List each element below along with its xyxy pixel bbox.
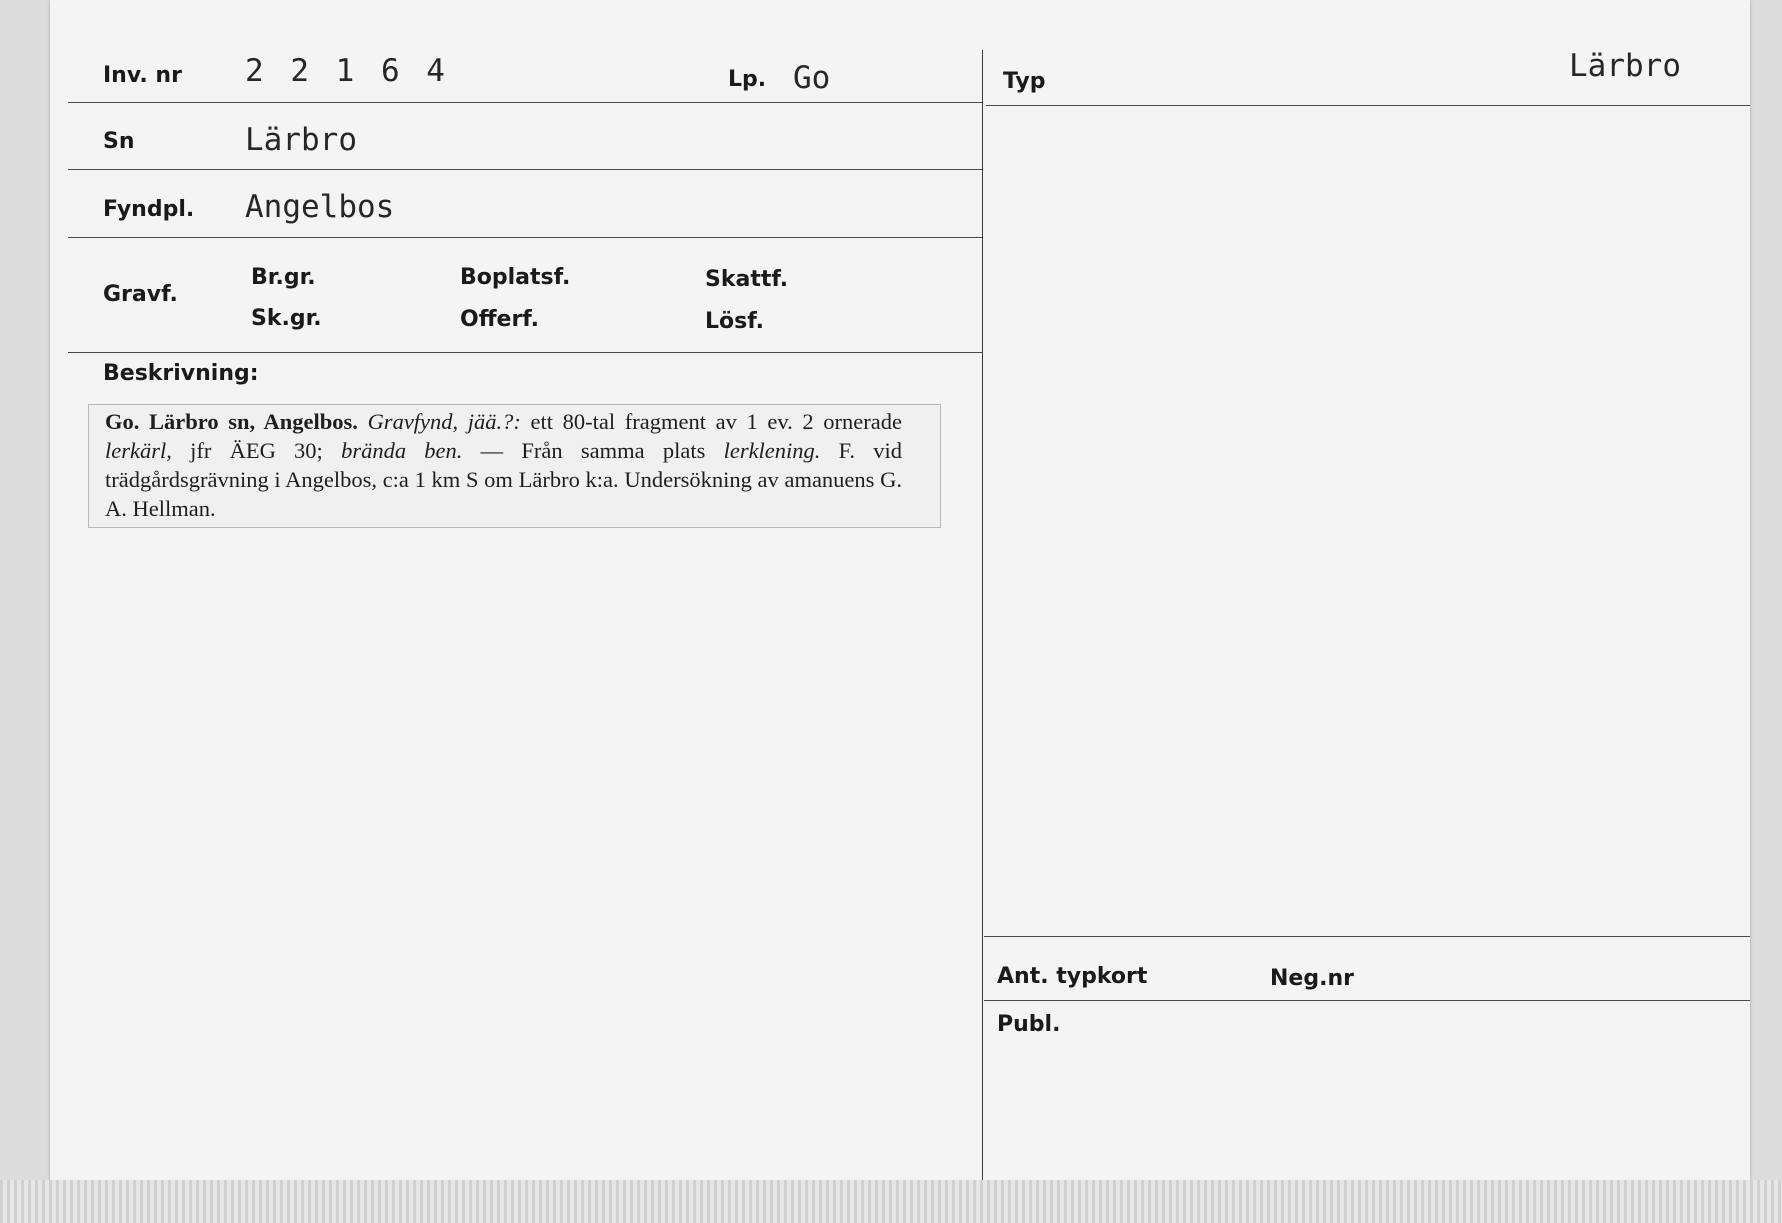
lp-label: Lp.	[728, 67, 767, 92]
boplatsf-label: Boplatsf.	[460, 265, 571, 290]
typ-value: Lärbro	[1569, 48, 1681, 84]
skattf-label: Skattf.	[705, 267, 789, 292]
sn-value: Lärbro	[245, 122, 357, 158]
neg-nr-label: Neg.nr	[1270, 966, 1354, 991]
row-divider-sn	[68, 169, 982, 170]
offerf-label: Offerf.	[460, 307, 540, 332]
fyndpl-value: Angelbos	[245, 189, 395, 225]
gravf-label: Gravf.	[103, 282, 178, 307]
row-divider-typ	[986, 105, 1750, 106]
losf-label: Lösf.	[705, 309, 764, 334]
description-heading: Go. Lärbro sn, Angelbos.	[105, 409, 358, 434]
sn-label: Sn	[103, 129, 135, 154]
inv-nr-value: 2 2 1 6 4	[245, 53, 449, 89]
row-divider-lower	[984, 936, 1750, 937]
fyndpl-label: Fyndpl.	[103, 197, 195, 222]
scan-background-strip	[0, 1180, 1782, 1223]
description-clipping: Go. Lärbro sn, Angelbos. Gravfynd, jää.?: ett 80-tal fragment av 1 ev. 2 ornerade lerkärl, jfr ÄEG 30; brända ben. — Från samma plats lerklening. F. vid trädgårdsgrävning i Angelbos, c:a 1 km S om Lärbro k:a. Undersökning av amanuens G. A. Hellman.	[88, 404, 941, 528]
column-divider	[982, 50, 983, 1180]
lp-value: Go	[793, 60, 831, 96]
ant-typkort-label: Ant. typkort	[997, 964, 1148, 989]
row-divider-gravf	[68, 352, 982, 353]
description-category: Gravfynd, jää.?:	[367, 409, 521, 434]
beskrivning-label: Beskrivning:	[103, 361, 259, 386]
row-divider-inv	[68, 102, 982, 103]
inv-nr-label: Inv. nr	[103, 63, 182, 88]
row-divider-neg	[984, 1000, 1750, 1001]
row-divider-fyndpl	[68, 237, 982, 238]
publ-label: Publ.	[997, 1012, 1061, 1037]
sk-gr-label: Sk.gr.	[251, 306, 322, 331]
typ-label: Typ	[1003, 69, 1046, 94]
br-gr-label: Br.gr.	[251, 265, 316, 290]
catalog-card	[50, 0, 1750, 1180]
